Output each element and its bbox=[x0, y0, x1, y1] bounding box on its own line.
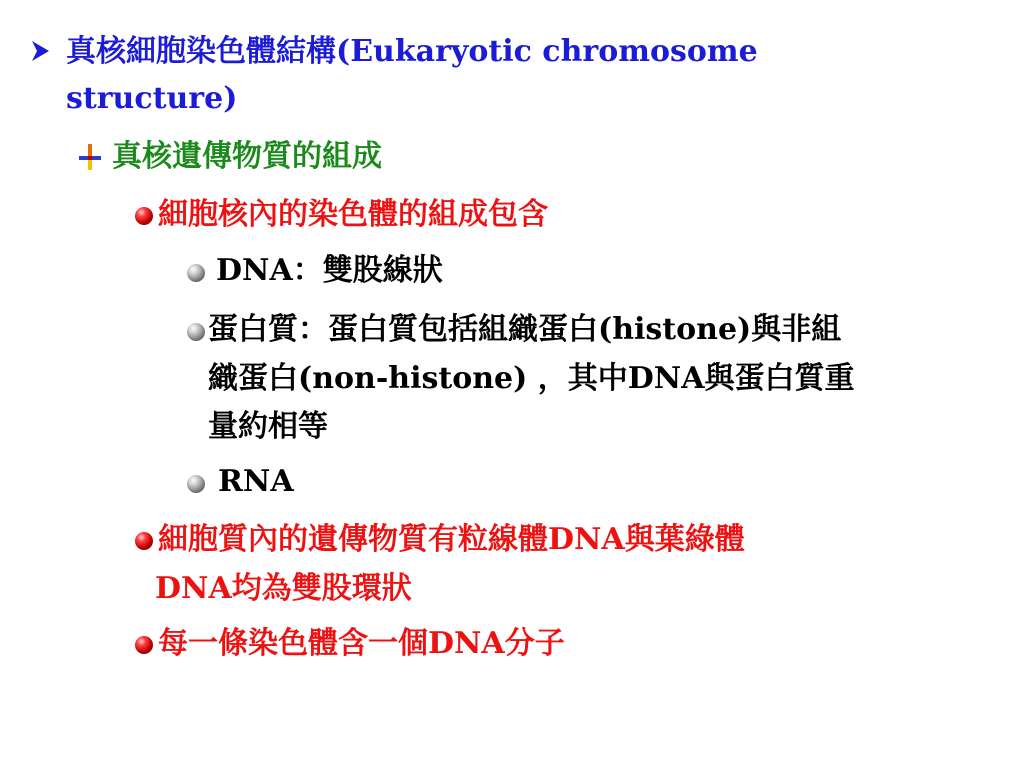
point-cytoplasm-dna-line2: DNA均為雙股環狀 bbox=[155, 571, 412, 606]
red-sphere-icon bbox=[135, 636, 153, 654]
subpoint-protein-line2: 織蛋白(non-histone) ，其中DNA與蛋白質重 bbox=[208, 361, 855, 396]
subpoint-dna: DNA：雙股線狀 bbox=[216, 253, 443, 288]
point-cytoplasm-dna-line1: 細胞質內的遺傳物質有粒線體DNA與葉綠體 bbox=[158, 522, 745, 557]
gray-sphere-icon bbox=[187, 264, 205, 282]
point-nucleus-chromosome: 細胞核內的染色體的組成包含 bbox=[158, 197, 548, 232]
red-sphere-icon bbox=[135, 207, 153, 225]
slide-title-line1: 真核細胞染色體結構(Eukaryotic chromosome bbox=[66, 34, 758, 69]
point-one-dna-per-chromosome: 每一條染色體含一個DNA分子 bbox=[158, 626, 565, 661]
subpoint-rna: RNA bbox=[218, 464, 294, 499]
subheading: 真核遺傳物質的組成 bbox=[112, 139, 382, 174]
arrow-right-icon bbox=[30, 40, 50, 62]
red-sphere-icon bbox=[135, 532, 153, 550]
subpoint-protein-line3: 量約相等 bbox=[208, 409, 328, 444]
gray-sphere-icon bbox=[187, 475, 205, 493]
subpoint-protein-line1: 蛋白質：蛋白質包括組織蛋白(histone)與非組 bbox=[208, 312, 842, 347]
slide-title-line2: structure) bbox=[66, 81, 238, 116]
gray-sphere-icon bbox=[187, 323, 205, 341]
plus-cross-icon bbox=[79, 144, 101, 170]
